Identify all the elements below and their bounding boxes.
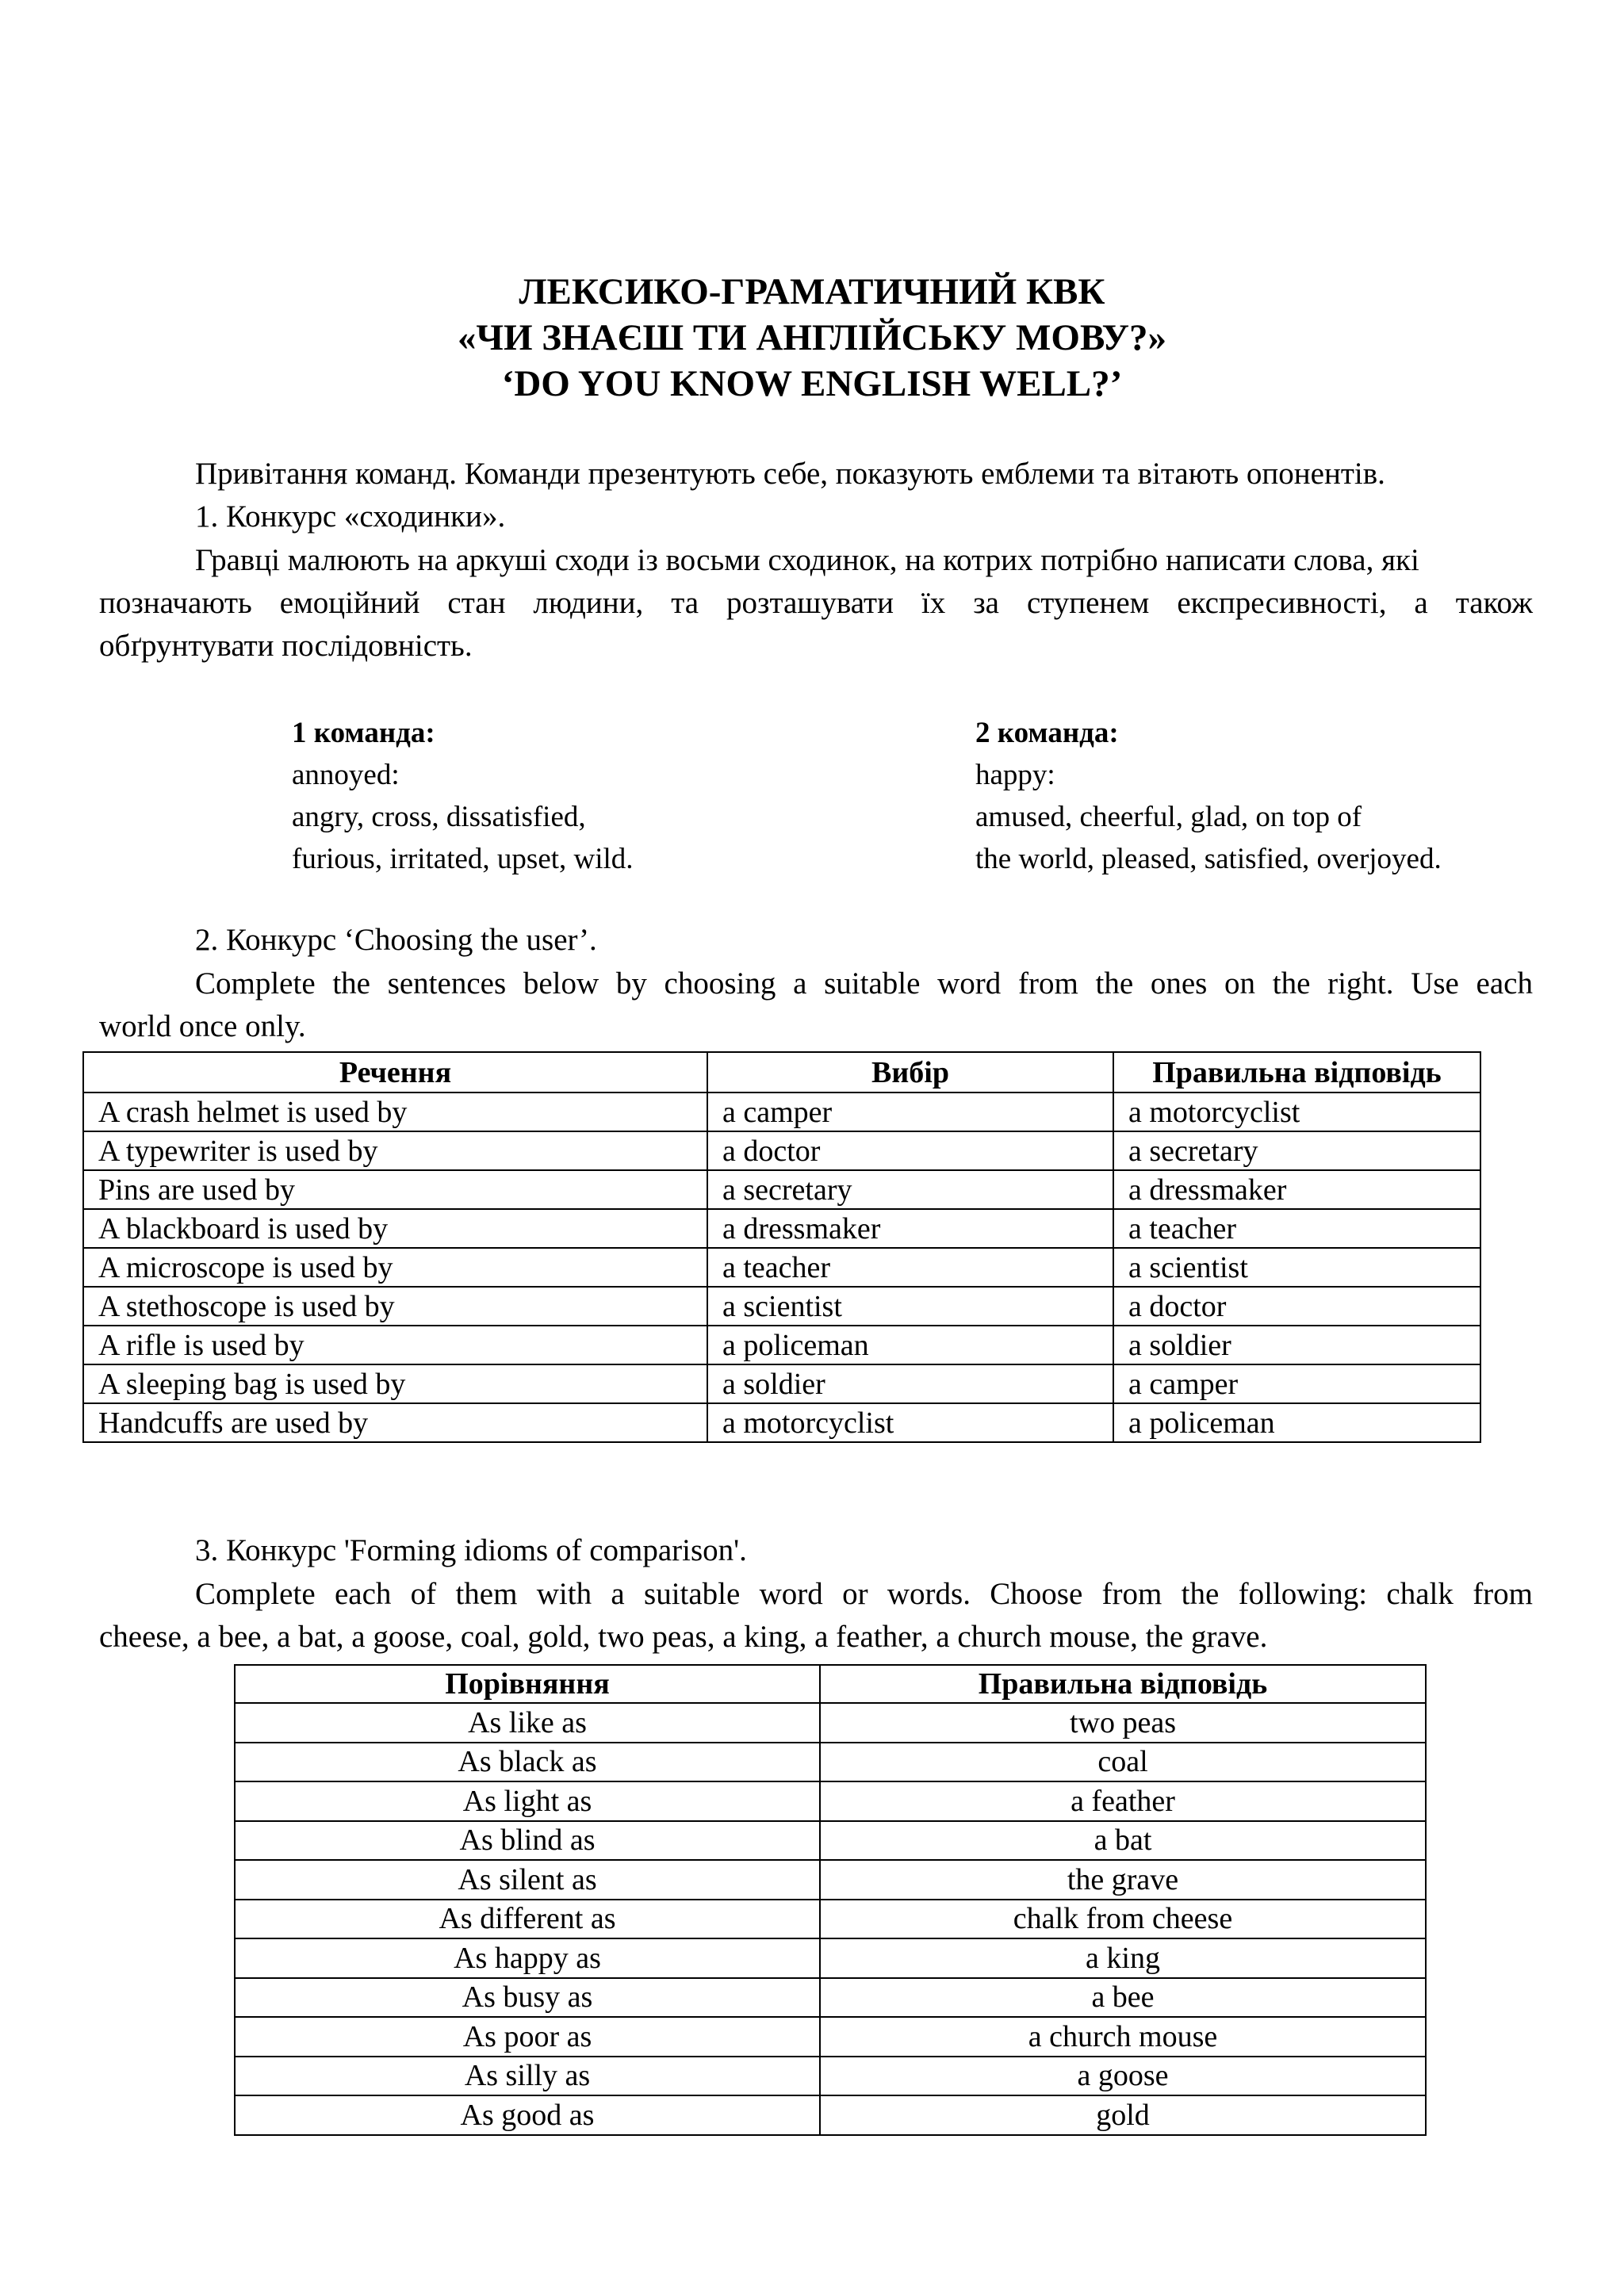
title-line-2: «ЧИ ЗНАЄШ ТИ АНГЛІЙСЬКУ МОВУ?» — [457, 317, 1167, 358]
contest-2-heading: 2. Конкурс ‘Choosing the user’. — [195, 923, 597, 957]
idioms-comparison-table — [234, 1664, 1427, 2136]
team-1-word-line: annoyed: — [292, 759, 400, 791]
team-1-block — [292, 712, 634, 880]
table-row — [83, 1403, 1480, 1442]
team-1-word-line: furious, irritated, upset, wild. — [292, 843, 634, 875]
title-line-1: ЛЕКСИКО-ГРАМАТИЧНИЙ КВК — [519, 271, 1105, 312]
answer-cell: gold — [820, 2095, 1426, 2135]
table-row — [235, 1703, 1426, 1743]
answer-cell: coal — [820, 1743, 1426, 1782]
table-row — [83, 1209, 1480, 1248]
table-row — [235, 2017, 1426, 2057]
choice-cell: a policeman — [707, 1326, 1113, 1364]
team-2-block — [975, 712, 1442, 880]
answer-cell: a church mouse — [820, 2017, 1426, 2057]
contest-1-heading: 1. Конкурс «сходинки». — [195, 499, 506, 534]
answer-cell: a policeman — [1113, 1403, 1480, 1442]
contest-1-description-line-2: позначають емоційний стан людини, та розташувати їх за ступенем експресивності, а також — [99, 586, 1533, 620]
team-2-word-line: the world, pleased, satisfied, overjoyed. — [975, 843, 1442, 875]
comparison-cell: As light as — [235, 1781, 820, 1821]
choosing-user-table — [82, 1051, 1481, 1443]
choice-cell: a dressmaker — [707, 1209, 1113, 1248]
contest-3-heading: 3. Конкурс 'Forming idioms of comparison'. — [195, 1533, 747, 1567]
table-header-row — [83, 1052, 1480, 1093]
sentence-cell: A microscope is used by — [83, 1248, 707, 1287]
sentence-cell: A stethoscope is used by — [83, 1287, 707, 1326]
team-1-word-line: angry, cross, dissatisfied, — [292, 801, 586, 833]
sentence-cell: A sleeping bag is used by — [83, 1364, 707, 1403]
table-row — [83, 1248, 1480, 1287]
choice-cell: a teacher — [707, 1248, 1113, 1287]
answer-cell: a doctor — [1113, 1287, 1480, 1326]
table-row — [235, 1821, 1426, 1861]
comparison-cell: As busy as — [235, 1978, 820, 2018]
answer-cell: chalk from cheese — [820, 1900, 1426, 1939]
choice-cell: a camper — [707, 1093, 1113, 1131]
answer-cell: a feather — [820, 1781, 1426, 1821]
sentence-cell: A typewriter is used by — [83, 1131, 707, 1170]
team-2-label: 2 команда: — [975, 717, 1119, 749]
table-row — [83, 1287, 1480, 1326]
intro-paragraph: Привітання команд. Команди презентують себе, показують емблеми та вітають опонентів. — [195, 457, 1385, 491]
answer-cell: a goose — [820, 2057, 1426, 2096]
comparison-cell: As happy as — [235, 1938, 820, 1978]
contest-2-description-line-2: world once only. — [99, 1009, 306, 1043]
table-row — [235, 1781, 1426, 1821]
answer-cell: a motorcyclist — [1113, 1093, 1480, 1131]
answer-cell: the grave — [820, 1860, 1426, 1900]
answer-cell: a bat — [820, 1821, 1426, 1861]
answer-cell: a camper — [1113, 1364, 1480, 1403]
table-row — [83, 1170, 1480, 1209]
table-row — [83, 1093, 1480, 1131]
comparison-cell: As silent as — [235, 1860, 820, 1900]
column-header-correct-answer: Правильна відповідь — [820, 1665, 1426, 1703]
table-row — [235, 1938, 1426, 1978]
answer-cell: a secretary — [1113, 1131, 1480, 1170]
table-row — [235, 1978, 1426, 2018]
column-header-choice: Вибір — [707, 1052, 1113, 1093]
sentence-cell: A crash helmet is used by — [83, 1093, 707, 1131]
answer-cell: two peas — [820, 1703, 1426, 1743]
answer-cell: a scientist — [1113, 1248, 1480, 1287]
choice-cell: a secretary — [707, 1170, 1113, 1209]
answer-cell: a bee — [820, 1978, 1426, 2018]
sentence-cell: A rifle is used by — [83, 1326, 707, 1364]
column-header-sentence: Речення — [83, 1052, 707, 1093]
table-row — [235, 2057, 1426, 2096]
title-line-3: ‘DO YOU KNOW ENGLISH WELL?’ — [501, 363, 1123, 404]
table-row — [235, 1860, 1426, 1900]
comparison-cell: As good as — [235, 2095, 820, 2135]
contest-1-description-line-1: Гравці малюють на аркуші сходи із восьми сходинок, на котрих потрібно написати слова, які — [195, 543, 1419, 577]
comparison-cell: As different as — [235, 1900, 820, 1939]
sentence-cell: Pins are used by — [83, 1170, 707, 1209]
contest-1-description-line-3: обґрунтувати послідовність. — [99, 629, 473, 663]
choice-cell: a motorcyclist — [707, 1403, 1113, 1442]
team-1-label: 1 команда: — [292, 717, 435, 749]
answer-cell: a teacher — [1113, 1209, 1480, 1248]
table-row — [83, 1131, 1480, 1170]
comparison-cell: As like as — [235, 1703, 820, 1743]
sentence-cell: A blackboard is used by — [83, 1209, 707, 1248]
choice-cell: a soldier — [707, 1364, 1113, 1403]
table-row — [235, 1900, 1426, 1939]
answer-cell: a king — [820, 1938, 1426, 1978]
comparison-cell: As black as — [235, 1743, 820, 1782]
choice-cell: a doctor — [707, 1131, 1113, 1170]
table-header-row — [235, 1665, 1426, 1703]
sentence-cell: Handcuffs are used by — [83, 1403, 707, 1442]
column-header-comparison: Порівняння — [235, 1665, 820, 1703]
table-row — [83, 1364, 1480, 1403]
contest-3-description-line-1: Complete each of them with a suitable word or words. Choose from the following: chalk from — [195, 1577, 1533, 1611]
contest-3-description-line-2: cheese, a bee, a bat, a goose, coal, gold, two peas, a king, a feather, a church mouse, the grave. — [99, 1620, 1268, 1654]
comparison-cell: As poor as — [235, 2017, 820, 2057]
comparison-cell: As blind as — [235, 1821, 820, 1861]
team-2-word-line: amused, cheerful, glad, on top of — [975, 801, 1362, 833]
table-row — [235, 1743, 1426, 1782]
choice-cell: a scientist — [707, 1287, 1113, 1326]
comparison-cell: As silly as — [235, 2057, 820, 2096]
table-row — [83, 1326, 1480, 1364]
column-header-correct-answer: Правильна відповідь — [1113, 1052, 1480, 1093]
table-row — [235, 2095, 1426, 2135]
answer-cell: a soldier — [1113, 1326, 1480, 1364]
team-2-word-line: happy: — [975, 759, 1055, 791]
answer-cell: a dressmaker — [1113, 1170, 1480, 1209]
contest-2-description-line-1: Complete the sentences below by choosing a suitable word from the ones on the right. Use each — [195, 966, 1533, 1001]
